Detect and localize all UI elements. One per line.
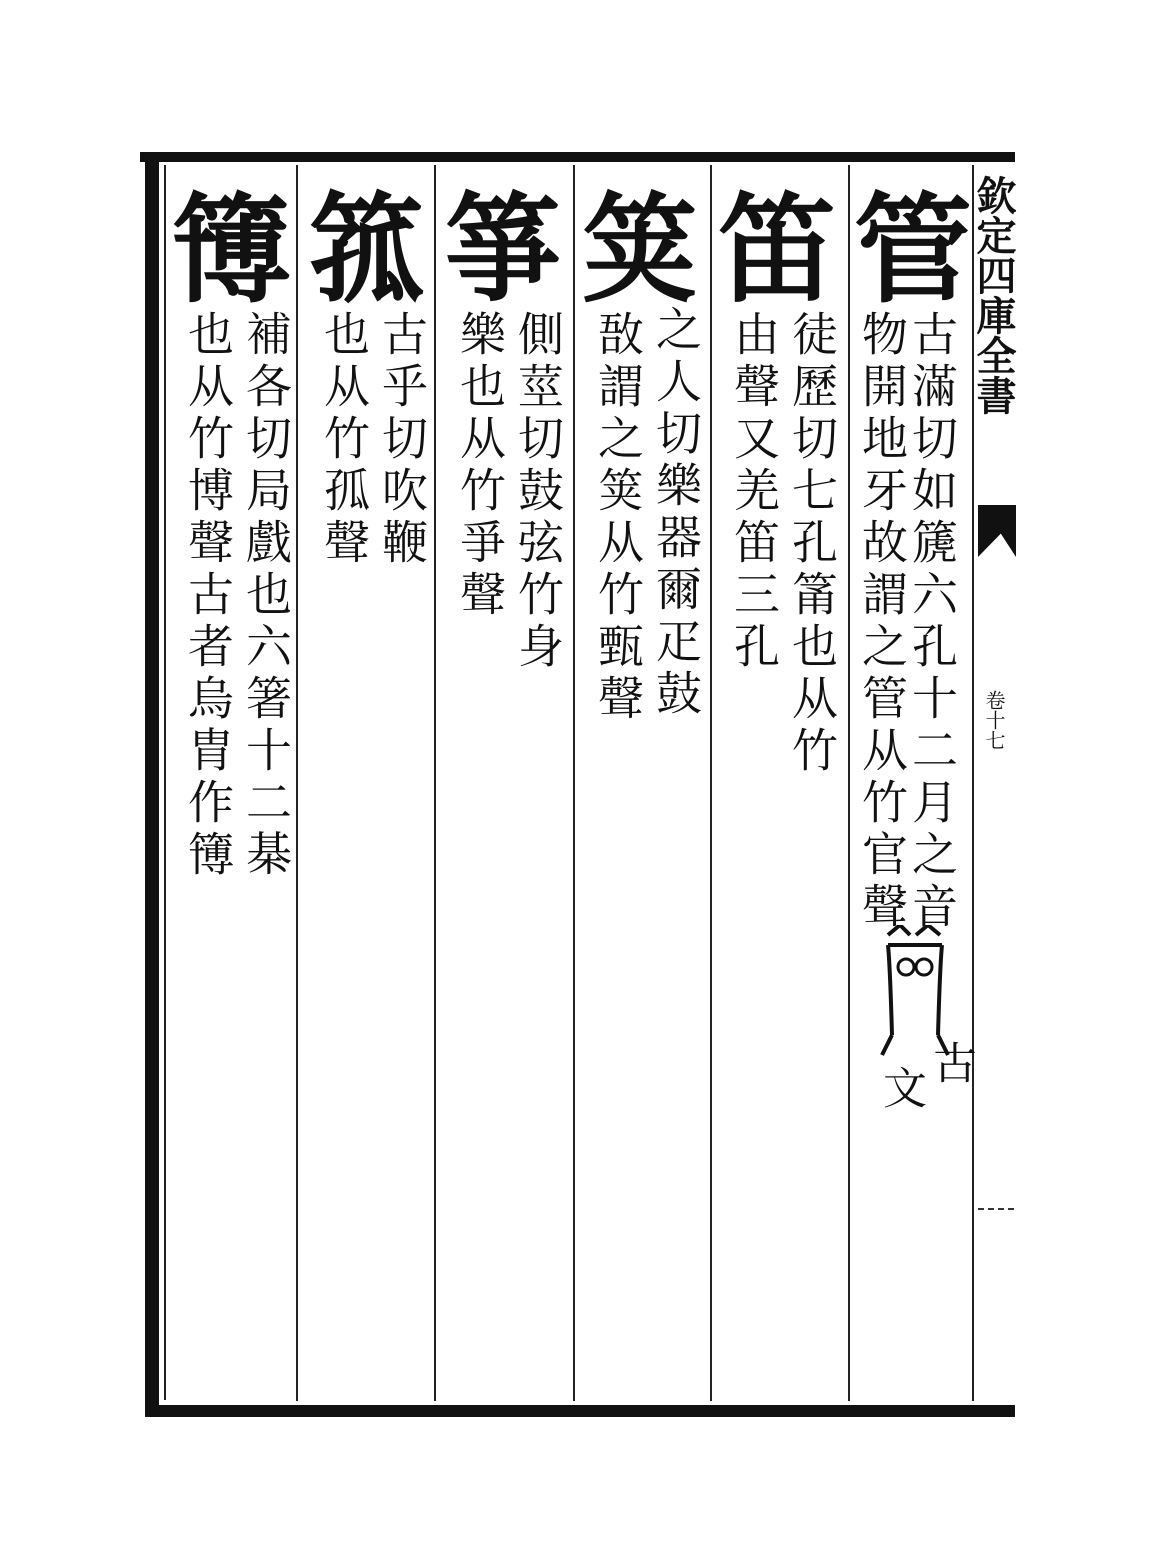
column-rule bbox=[296, 165, 298, 1401]
frame-bottom-border bbox=[145, 1405, 1015, 1417]
frame-top-border bbox=[140, 152, 1015, 162]
juan-number: 卷十七 bbox=[982, 690, 1006, 750]
seal-character: 管 bbox=[853, 180, 972, 319]
entry-text-line: 由聲又羌笛三孔 bbox=[727, 310, 781, 674]
seal-character: 笛 bbox=[717, 180, 836, 319]
frame-inner-left-rule bbox=[164, 165, 166, 1400]
column-rule bbox=[848, 165, 850, 1401]
margin-dash bbox=[978, 1208, 1014, 1210]
book-title: 欽定四庫全書 bbox=[970, 175, 1017, 415]
seal-character: 箏 bbox=[443, 180, 562, 319]
entry-text-line: 也从竹博聲古者烏胄作簙 bbox=[181, 310, 235, 882]
entry-text-line: 敔謂之䇲从竹甄聲 bbox=[591, 310, 645, 726]
entry-text-line: 側莖切鼓弦竹身 bbox=[511, 310, 565, 674]
column-rule bbox=[434, 165, 436, 1401]
fish-tail-mark bbox=[978, 505, 1016, 557]
column-rule bbox=[573, 165, 575, 1401]
ancient-form-label: 古 bbox=[925, 1040, 976, 1084]
entry-text-line: 古滿切如篪六孔十二月之音 bbox=[905, 310, 959, 934]
entry-text-line: 物開地牙故謂之管从竹官聲 bbox=[855, 310, 909, 934]
entry-text-line: 也从竹孤聲 bbox=[317, 310, 371, 570]
entry-text-line: 古乎切吹鞭 bbox=[375, 310, 429, 570]
column-rule bbox=[710, 165, 712, 1401]
frame-left-border bbox=[145, 152, 159, 1414]
seal-character: 簙 bbox=[171, 180, 290, 319]
entry-text-line: 徒歷切七孔筩也从竹 bbox=[785, 310, 839, 778]
seal-character: 䇲 bbox=[580, 180, 699, 319]
entry-text-line: 之人切樂器爾疋鼓 bbox=[649, 305, 703, 721]
seal-character: 箛 bbox=[307, 180, 426, 319]
ancient-form-label: 文 bbox=[875, 1065, 926, 1109]
entry-text-line: 樂也从竹爭聲 bbox=[453, 310, 507, 622]
entry-text-line: 補各切局戲也六箸十二棊 bbox=[239, 310, 293, 882]
